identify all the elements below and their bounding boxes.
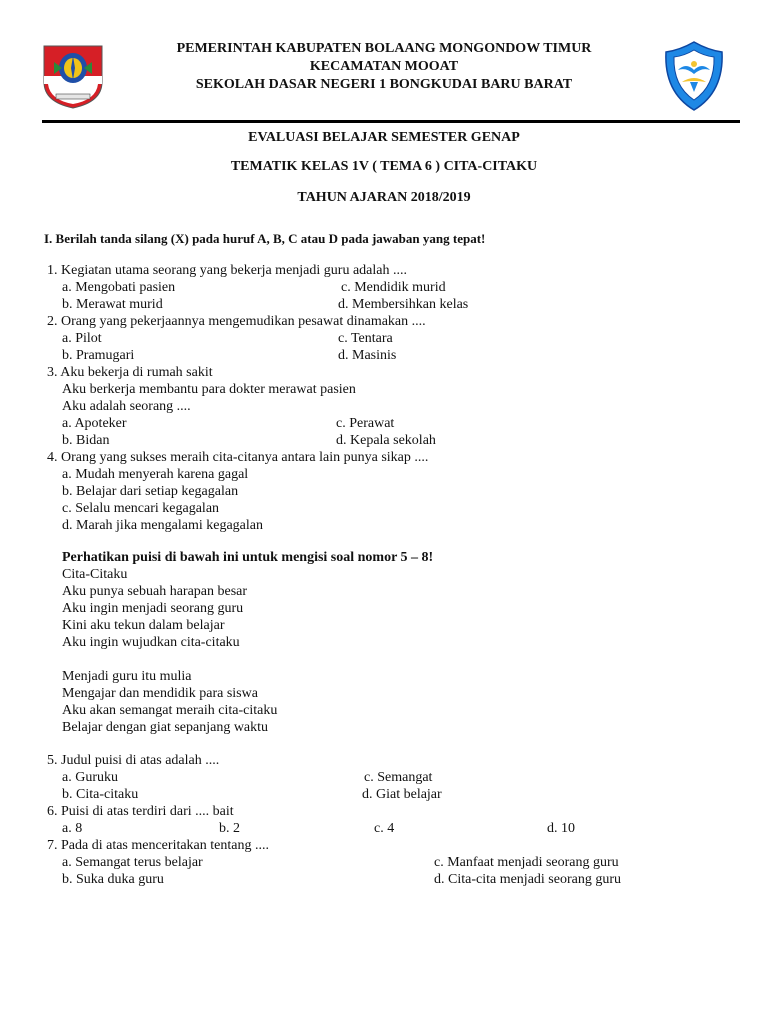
letterhead-line-2: KECAMATAN MOOAT [309, 59, 459, 74]
letterhead-line-3: SEKOLAH DASAR NEGERI 1 BONGKUDAI BARU BARAT [195, 77, 573, 92]
question-5-option-a: a. Guruku [62, 770, 118, 785]
question-1-option-b: b. Merawat murid [62, 297, 163, 312]
question-5-option-b: b. Cita-citaku [62, 787, 139, 802]
header-divider [42, 120, 740, 123]
poem-stanza-1-line-3: Kini aku tekun dalam belajar [62, 618, 225, 633]
question-3: 3. Aku bekerja di rumah sakit [47, 365, 213, 380]
question-3-line-2: Aku berkerja membantu para dokter merawat pasien [62, 382, 356, 397]
question-7-option-b: b. Suka duka guru [62, 872, 164, 887]
question-7: 7. Pada di atas menceritakan tentang .... [47, 838, 269, 853]
poem-stanza-1-line-1: Aku punya sebuah harapan besar [62, 584, 248, 599]
question-2-option-a: a. Pilot [62, 331, 102, 346]
question-1: 1. Kegiatan utama seorang yang bekerja menjadi guru adalah .... [47, 263, 407, 278]
question-4-option-d: d. Marah jika mengalami kegagalan [62, 518, 263, 533]
poem-stanza-2-line-4: Belajar dengan giat sepanjang waktu [62, 720, 269, 735]
letterhead-line-1: PEMERINTAH KABUPATEN BOLAANG MONGONDOW TIMUR [176, 41, 592, 56]
question-6: 6. Puisi di atas terdiri dari .... bait [47, 804, 234, 819]
exam-subject: TEMATIK KELAS 1V ( TEMA 6 ) CITA-CITAKU [230, 159, 538, 174]
poem-title: Cita-Citaku [62, 567, 128, 582]
school-year: TAHUN AJARAN 2018/2019 [297, 190, 471, 205]
tut-wuri-handayani-icon [662, 40, 726, 112]
question-3-option-b: b. Bidan [62, 433, 110, 448]
regency-crest-icon [42, 42, 104, 110]
question-6-option-d: d. 10 [547, 821, 575, 836]
question-2-option-c: c. Tentara [338, 331, 393, 346]
question-6-option-c: c. 4 [374, 821, 395, 836]
question-5: 5. Judul puisi di atas adalah .... [47, 753, 220, 768]
question-1-option-d: d. Membersihkan kelas [338, 297, 469, 312]
question-2-option-d: d. Masinis [338, 348, 397, 363]
question-4-option-a: a. Mudah menyerah karena gagal [62, 467, 249, 482]
question-4-option-c: c. Selalu mencari kegagalan [62, 501, 220, 516]
question-7-option-d: d. Cita-cita menjadi seorang guru [434, 872, 621, 887]
question-1-option-c: c. Mendidik murid [341, 280, 446, 295]
question-6-option-b: b. 2 [219, 821, 240, 836]
question-5-option-c: c. Semangat [364, 770, 433, 785]
poem-stanza-2-line-2: Mengajar dan mendidik para siswa [62, 686, 258, 701]
poem-stanza-1-line-2: Aku ingin menjadi seorang guru [62, 601, 244, 616]
question-7-option-a: a. Semangat terus belajar [62, 855, 203, 870]
question-6-option-a: a. 8 [62, 821, 83, 836]
question-2: 2. Orang yang pekerjaannya mengemudikan pesawat dinamakan .... [47, 314, 426, 329]
question-3-option-c: c. Perawat [336, 416, 395, 431]
question-3-option-d: d. Kepala sekolah [336, 433, 436, 448]
letterhead [120, 40, 648, 94]
poem-stanza-2-line-1: Menjadi guru itu mulia [62, 669, 192, 684]
poem-stanza-1-line-4: Aku ingin wujudkan cita-citaku [62, 635, 240, 650]
question-4: 4. Orang yang sukses meraih cita-citanya antara lain punya sikap .... [47, 450, 429, 465]
instruction: I. Berilah tanda silang (X) pada huruf A, B, C atau D pada jawaban yang tepat! [44, 231, 486, 246]
question-4-option-b: b. Belajar dari setiap kegagalan [62, 484, 239, 499]
question-2-option-b: b. Pramugari [62, 348, 135, 363]
question-7-option-c: c. Manfaat menjadi seorang guru [434, 855, 619, 870]
poem-instruction: Perhatikan puisi di bawah ini untuk mengisi soal nomor 5 – 8! [62, 550, 434, 565]
exam-title: EVALUASI BELAJAR SEMESTER GENAP [248, 130, 520, 145]
question-1-option-a: a. Mengobati pasien [62, 280, 176, 295]
poem-stanza-2-line-3: Aku akan semangat meraih cita-citaku [62, 703, 278, 718]
question-3-option-a: a. Apoteker [62, 416, 127, 431]
question-5-option-d: d. Giat belajar [362, 787, 442, 802]
question-3-line-3: Aku adalah seorang .... [62, 399, 191, 414]
